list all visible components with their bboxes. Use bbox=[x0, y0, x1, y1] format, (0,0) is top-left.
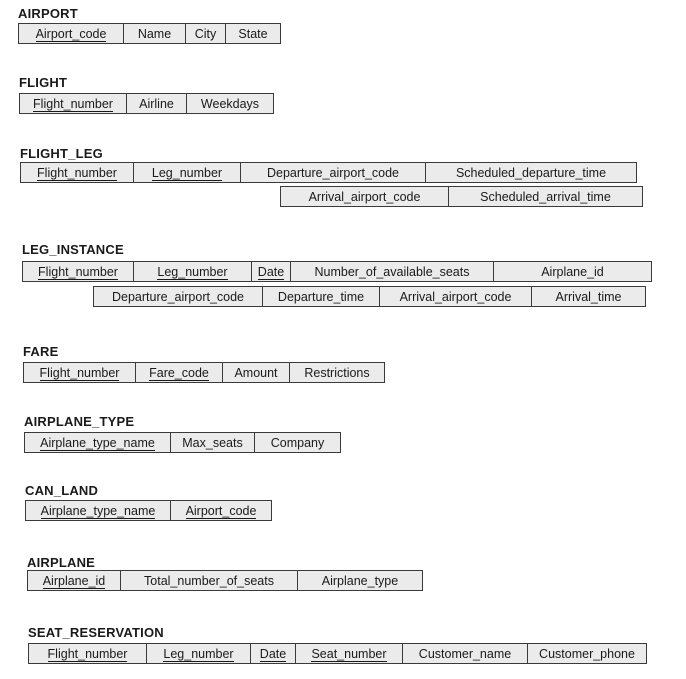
attribute-row bbox=[25, 500, 272, 521]
key-attribute-cell bbox=[29, 644, 147, 663]
attribute-cell bbox=[403, 644, 528, 663]
attribute-label: Date bbox=[257, 265, 285, 279]
attribute-label: Airplane_type_name bbox=[40, 504, 156, 518]
attribute-label: Date bbox=[259, 647, 287, 661]
attribute-label: Airport_code bbox=[185, 504, 257, 518]
attribute-label: Flight_number bbox=[47, 647, 128, 661]
relation-title: AIRPLANE_TYPE bbox=[24, 414, 135, 429]
attribute-label: Number_of_available_seats bbox=[314, 265, 470, 279]
attribute-label: Airline bbox=[139, 97, 174, 111]
attribute-row bbox=[280, 186, 643, 207]
key-attribute-cell bbox=[24, 363, 136, 382]
key-attribute-cell bbox=[28, 571, 121, 590]
key-attribute-cell bbox=[134, 262, 252, 281]
key-attribute-cell bbox=[19, 24, 124, 43]
attribute-label: City bbox=[194, 27, 217, 41]
attribute-label: Airplane_id bbox=[42, 574, 106, 588]
attribute-label: Leg_number bbox=[151, 166, 223, 180]
attribute-label: Arrival_time bbox=[555, 290, 622, 304]
key-attribute-cell bbox=[171, 501, 271, 520]
key-attribute-cell bbox=[25, 433, 171, 452]
attribute-label: Max_seats bbox=[182, 436, 243, 450]
attribute-label: Flight_number bbox=[39, 366, 120, 380]
attribute-cell bbox=[241, 163, 426, 182]
attribute-cell bbox=[94, 287, 263, 306]
attribute-label: Airport_code bbox=[35, 27, 107, 41]
attribute-label: Departure_time bbox=[277, 290, 365, 304]
attribute-label: Arrival_airport_code bbox=[399, 290, 512, 304]
attribute-cell bbox=[127, 94, 187, 113]
attribute-label: Departure_airport_code bbox=[111, 290, 245, 304]
attribute-label: State bbox=[238, 27, 268, 41]
relation-title: AIRPORT bbox=[18, 6, 78, 21]
attribute-row bbox=[22, 261, 652, 282]
attribute-row bbox=[20, 162, 637, 183]
attribute-label: Flight_number bbox=[38, 265, 118, 279]
attribute-cell bbox=[171, 433, 255, 452]
attribute-label: Leg_number bbox=[157, 265, 228, 279]
key-attribute-cell bbox=[252, 262, 291, 281]
relation-title: CAN_LAND bbox=[25, 483, 99, 498]
key-attribute-cell bbox=[21, 163, 134, 182]
attribute-cell bbox=[532, 287, 645, 306]
attribute-cell bbox=[255, 433, 340, 452]
attribute-cell bbox=[291, 262, 494, 281]
attribute-label: Leg_number bbox=[163, 647, 234, 661]
key-attribute-cell bbox=[134, 163, 241, 182]
attribute-label: Total_number_of_seats bbox=[144, 574, 274, 588]
attribute-cell bbox=[298, 571, 422, 590]
attribute-row bbox=[19, 93, 274, 114]
attribute-label: Flight_number bbox=[37, 166, 117, 180]
attribute-label: Scheduled_arrival_time bbox=[480, 190, 611, 204]
key-attribute-cell bbox=[26, 501, 171, 520]
attribute-label: Seat_number bbox=[311, 647, 387, 661]
key-attribute-cell bbox=[147, 644, 251, 663]
attribute-cell bbox=[263, 287, 380, 306]
attribute-label: Departure_airport_code bbox=[266, 166, 400, 180]
relation-title: FLIGHT_LEG bbox=[20, 146, 103, 161]
attribute-row bbox=[28, 643, 647, 664]
attribute-label: Airplane_type bbox=[321, 574, 399, 588]
attribute-row bbox=[23, 362, 385, 383]
attribute-cell bbox=[187, 94, 273, 113]
attribute-row bbox=[24, 432, 341, 453]
relation-title: AIRPLANE bbox=[27, 555, 96, 570]
attribute-label: Airplane_id bbox=[541, 265, 604, 279]
attribute-label: Airplane_type_name bbox=[40, 436, 155, 450]
attribute-cell bbox=[380, 287, 532, 306]
attribute-cell bbox=[281, 187, 449, 206]
key-attribute-cell bbox=[20, 94, 127, 113]
attribute-label: Restrictions bbox=[304, 366, 370, 380]
attribute-label: Arrival_airport_code bbox=[308, 190, 421, 204]
relation-title: FARE bbox=[23, 344, 59, 359]
relation-title: SEAT_RESERVATION bbox=[28, 625, 164, 640]
attribute-label: Scheduled_departure_time bbox=[455, 166, 607, 180]
attribute-cell bbox=[121, 571, 298, 590]
attribute-cell bbox=[494, 262, 651, 281]
attribute-row bbox=[18, 23, 281, 44]
attribute-row bbox=[93, 286, 646, 307]
attribute-cell bbox=[226, 24, 280, 43]
attribute-cell bbox=[124, 24, 186, 43]
attribute-cell bbox=[186, 24, 226, 43]
attribute-label: Weekdays bbox=[200, 97, 260, 111]
key-attribute-cell bbox=[136, 363, 223, 382]
attribute-cell bbox=[426, 163, 636, 182]
attribute-label: Amount bbox=[234, 366, 278, 380]
key-attribute-cell bbox=[251, 644, 296, 663]
relation-title: FLIGHT bbox=[19, 75, 68, 90]
attribute-label: Flight_number bbox=[33, 97, 113, 111]
attribute-cell bbox=[223, 363, 290, 382]
attribute-cell bbox=[528, 644, 646, 663]
attribute-cell bbox=[449, 187, 642, 206]
attribute-cell bbox=[290, 363, 384, 382]
relation-title: LEG_INSTANCE bbox=[22, 242, 124, 257]
key-attribute-cell bbox=[296, 644, 403, 663]
attribute-label: Customer_phone bbox=[539, 647, 635, 661]
key-attribute-cell bbox=[23, 262, 134, 281]
attribute-label: Customer_name bbox=[418, 647, 512, 661]
attribute-label: Fare_code bbox=[149, 366, 209, 380]
attribute-label: Company bbox=[270, 436, 325, 450]
attribute-row bbox=[27, 570, 423, 591]
attribute-label: Name bbox=[137, 27, 172, 41]
